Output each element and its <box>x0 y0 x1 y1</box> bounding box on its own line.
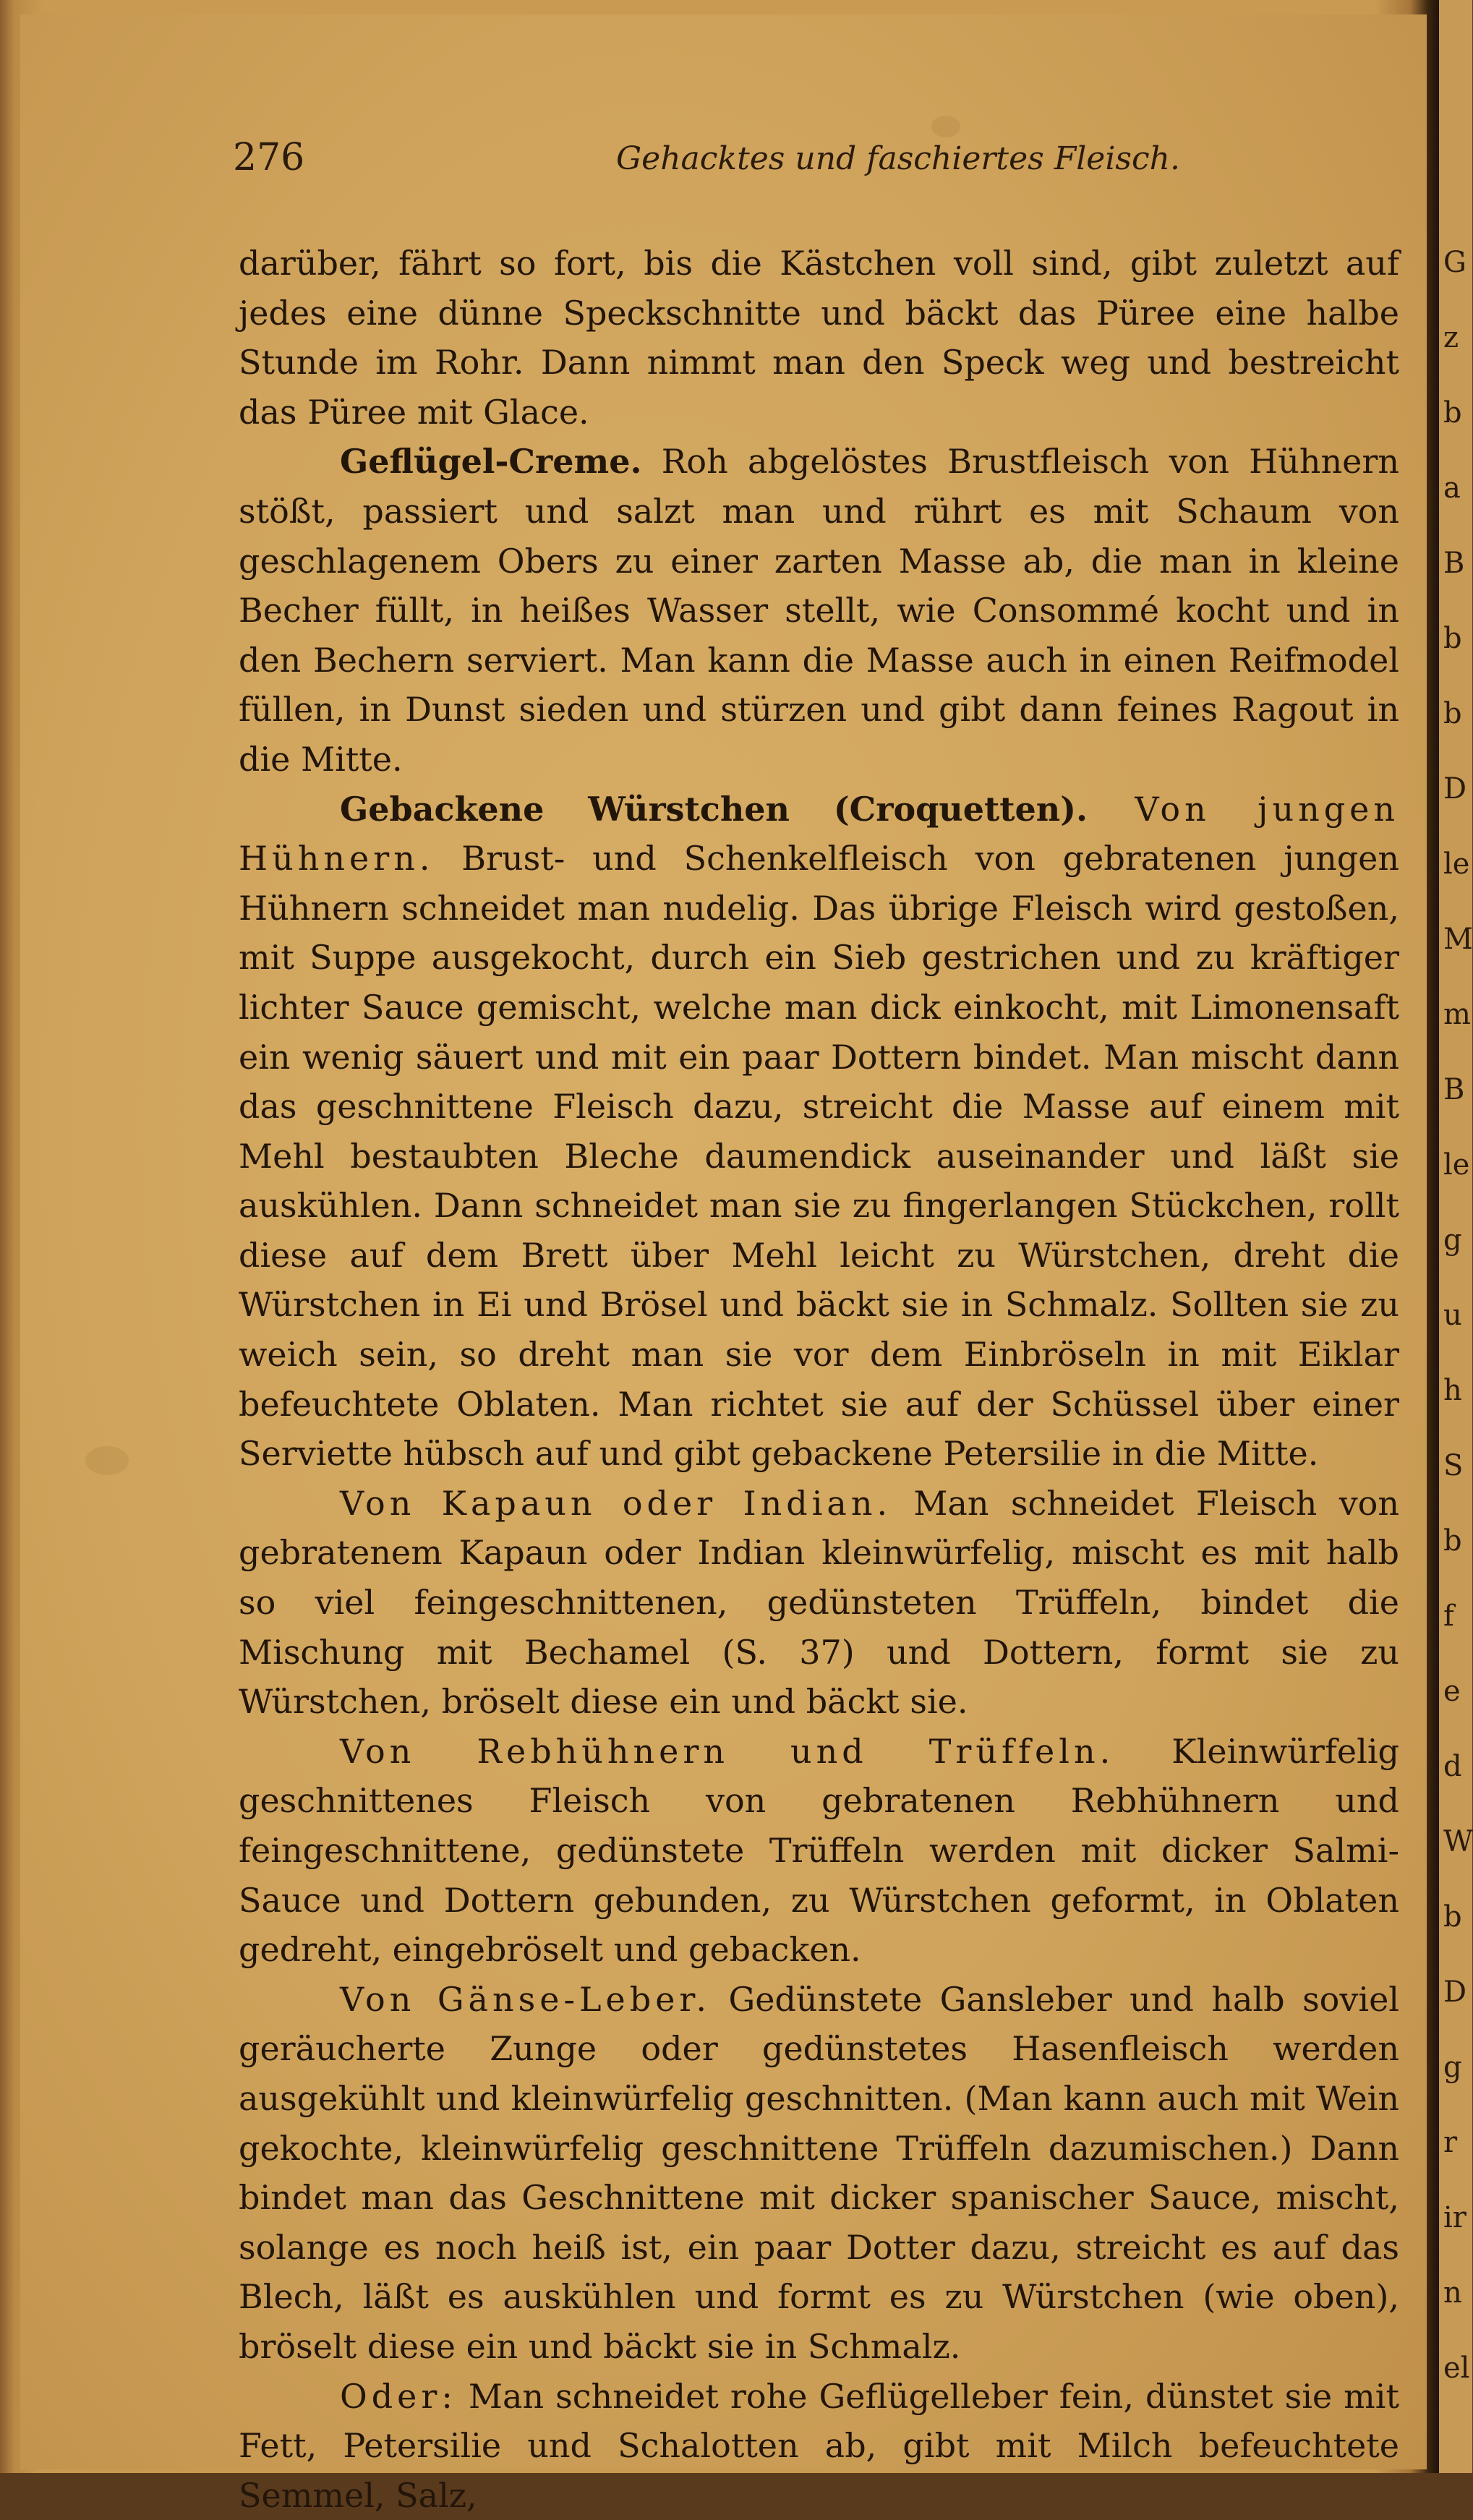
paragraph-text: Gedünstete Gansleber und halb soviel geräucherte Zunge oder gedünstetes Hasenfleisch werden ausgekühlt und kleinwürfelig geschnitten. (Man kann auch mit Wein gekochte, kleinwürfelig geschnittene Trüffeln dazumischen.) Dann bindet man das Geschnittene mit dicker spanischer Sauce, mischt, solange es noch heiß ist, ein paar Dotter dazu, streicht es auf das Blech, läßt es auskühlen und formt es zu Würstchen (wie oben), bröselt diese ein und bäckt sie in Schmalz. <box>239 1979 1399 2366</box>
edge-letter: z <box>1443 321 1459 354</box>
page-number: 276 <box>233 136 305 179</box>
edge-letter: b <box>1443 697 1462 730</box>
edge-letter: M <box>1443 923 1473 956</box>
edge-letter: D <box>1443 772 1467 806</box>
paragraph <box>239 785 1399 1479</box>
paragraph-text: Roh abgelöstes Brustfleisch von Hühnern stößt, passiert und salzt man und rührt es mit Schaum von geschlagenem Obers zu einer zarten Masse ab, die man in kleine Becher füllt, in heißes Wasser stellt, wie Consommé kocht und in den Bechern serviert. Man kann die Masse auch in einen Reifmodel füllen, in Dunst sieden und stürzen und gibt dann feines Ragout in die Mitte. <box>239 442 1399 779</box>
paragraph <box>239 1975 1399 2372</box>
paragraph-text: Brust- und Schenkelfleisch von gebratenen jungen Hühnern schneidet man nudelig. Das übrige Fleisch wird gestoßen, mit Suppe ausgekocht, durch ein Sieb gestrichen und zu kräftiger lichter Sauce gemischt, welche man dick einkocht, mit Limonensaft ein wenig säuert und mit ein paar Dottern bindet. Man mischt dann das geschnittene Fleisch dazu, streicht die Masse auf einem mit Mehl bestaubten Bleche daumendick auseinander und läßt sie auskühlen. Dann schneidet man sie zu fingerlangen Stückchen, rollt diese auf dem Brett über Mehl leicht zu Würstchen, dreht die Würstchen in Ei und Brösel und bäckt sie in Schmalz. Sollten sie zu weich sein, so dreht man sie vor dem Einbröseln in mit Eiklar befeuchtete Oblaten. Man richtet sie auf der Schüssel über einer Serviette hübsch auf und gibt gebackene Petersilie in die Mitte. <box>239 839 1399 1474</box>
edge-letter: le <box>1443 847 1470 881</box>
edge-letter: le <box>1443 1148 1470 1182</box>
paragraph-text: Kleinwürfelig geschnittenes Fleisch von gebratenen Rebhühnern und feingeschnittene, gedünstete Trüffeln werden mit dicker Salmi-Sauce und Dottern gebunden, zu Würstchen geformt, in Oblaten gedreht, eingebröselt und gebacken. <box>239 1731 1399 1970</box>
paragraph-text: Man schneidet rohe Geflügelleber fein, dünstet sie mit Fett, Petersilie und Schalotten ab, gibt mit Milch befeuchtete Semmel, Salz, <box>239 2376 1399 2515</box>
edge-letter: B <box>1443 547 1465 580</box>
recipe-heading: Geflügel-Creme. <box>340 442 642 482</box>
edge-letter: m <box>1443 998 1471 1031</box>
edge-letter: D <box>1443 1976 1467 2009</box>
recipe-subheading: Oder: <box>340 2376 457 2416</box>
paragraph <box>239 437 1399 784</box>
page-header <box>233 136 1332 194</box>
paragraph <box>239 239 1399 437</box>
edge-letter: b <box>1443 1524 1462 1558</box>
edge-letter: a <box>1443 471 1461 505</box>
edge-letter: el <box>1443 2352 1470 2385</box>
paragraph <box>239 1479 1399 1727</box>
recipe-subheading: Von jungen Hühnern. <box>239 789 1399 879</box>
edge-letter: b <box>1443 1900 1462 1934</box>
recipe-subheading: Von Gänse-Leber. <box>340 1979 711 2019</box>
edge-letter: d <box>1443 1750 1462 1783</box>
paper-stain <box>931 116 960 137</box>
recipe-subheading: Von Kapaun oder Indian. <box>340 1483 892 1523</box>
recipe-heading: Gebackene Würstchen (Croquetten). <box>340 789 1088 829</box>
edge-letter: h <box>1443 1374 1462 1407</box>
edge-letter: B <box>1443 1073 1465 1106</box>
edge-letter: ir <box>1443 2201 1466 2234</box>
edge-letter: b <box>1443 622 1462 655</box>
paragraph <box>239 2372 1399 2520</box>
next-page-edge <box>1439 0 1472 2473</box>
edge-letter: u <box>1443 1299 1462 1332</box>
body-text <box>239 239 1399 2520</box>
paragraph-text: darüber, fährt so fort, bis die Kästchen voll sind, gibt zuletzt auf jedes eine dünne Speckschnitte und bäckt das Püree eine halbe Stunde im Rohr. Dann nimmt man den Speck weg und bestreicht das Püree mit Glace. <box>239 244 1399 432</box>
edge-letter: f <box>1443 1599 1454 1633</box>
edge-letter: n <box>1443 2276 1462 2310</box>
edge-letter: g <box>1443 2051 1462 2084</box>
edge-letter: G <box>1443 246 1466 279</box>
running-title: Gehacktes und faschiertes Fleisch. <box>616 140 1180 177</box>
edge-letter: r <box>1443 2126 1458 2159</box>
edge-letter: g <box>1443 1223 1462 1257</box>
recipe-subheading: Von Rebhühnern und Trüffeln. <box>340 1731 1115 1771</box>
edge-letter: S <box>1443 1449 1464 1482</box>
edge-letter: b <box>1443 396 1462 430</box>
edge-letter: W <box>1443 1825 1473 1858</box>
paragraph <box>239 1727 1399 1975</box>
edge-letter: e <box>1443 1675 1461 1708</box>
paragraph-text: Man schneidet Fleisch von gebratenem Kapaun oder Indian kleinwürfelig, mischt es mit halb so viel feingeschnittenen, gedünsteten Trüffeln, bindet die Mischung mit Bechamel (S. 37) und Dottern, formt sie zu Würstchen, bröselt diese ein und bäckt sie. <box>239 1483 1399 1722</box>
paper-stain <box>85 1446 129 1475</box>
